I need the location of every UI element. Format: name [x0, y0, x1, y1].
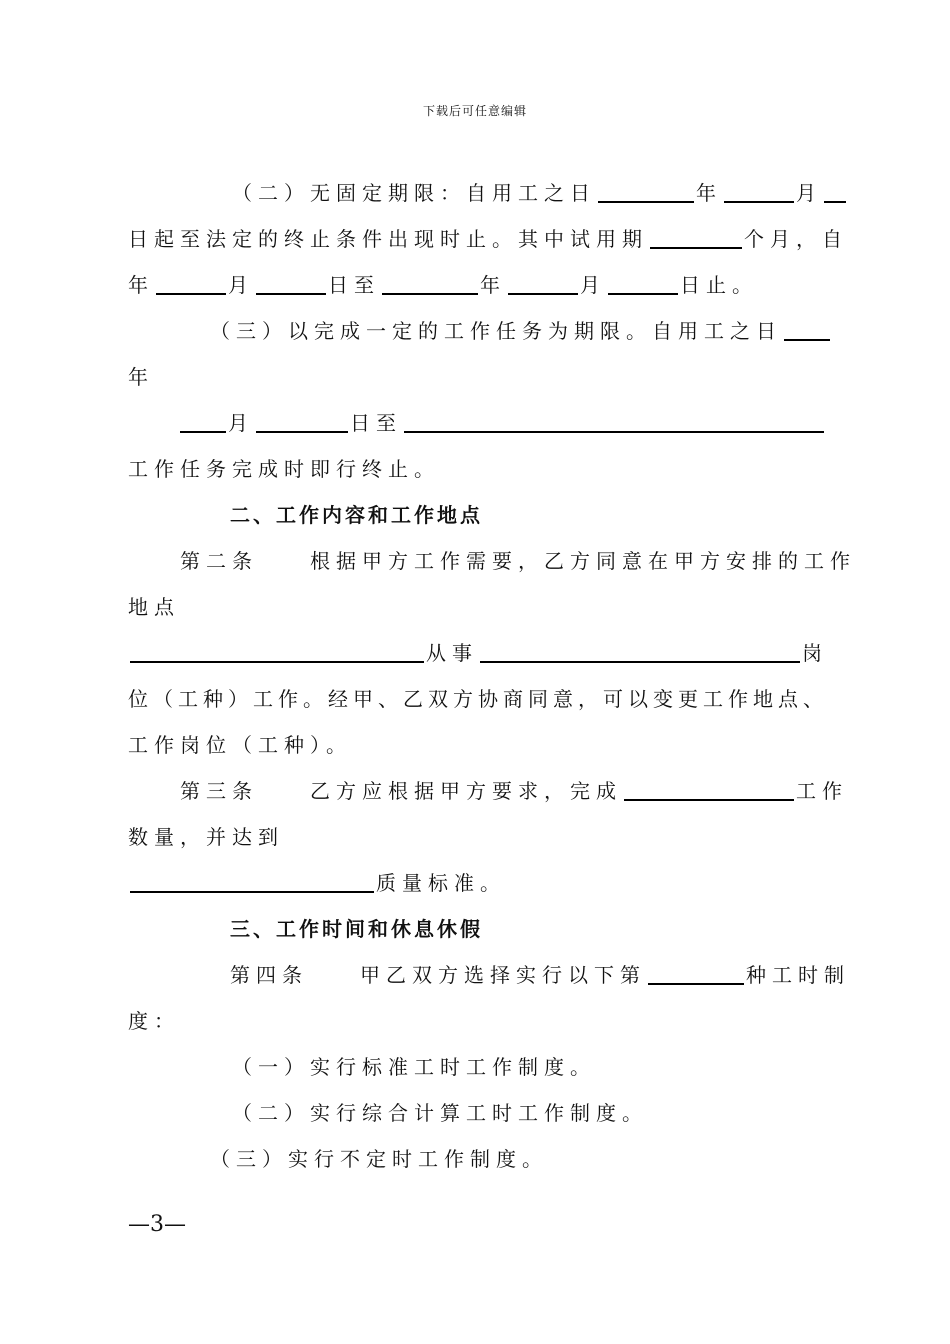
clause-task-term-line-2: 年: [128, 365, 154, 389]
clause-task-term-line-3: [178, 408, 826, 438]
blank-field: [784, 317, 830, 341]
text: 月: [580, 273, 606, 297]
text: 月: [228, 273, 254, 297]
text: 月: [796, 181, 822, 205]
text: 日至: [328, 273, 380, 297]
text: 个月，自: [744, 227, 848, 251]
article-4-option-2: （二）实行综合计算工时工作制度。: [232, 1101, 648, 1125]
blank-field: [130, 869, 374, 893]
clause-fixed-term-line-1: [232, 178, 848, 208]
blank-field: [256, 409, 348, 433]
text: 月: [228, 411, 254, 435]
text: 质量标准。: [376, 871, 506, 895]
article-4-option-3: （三）实行不定时工作制度。: [210, 1147, 548, 1171]
text: 种工时制: [746, 963, 850, 987]
blank-field: [156, 271, 226, 295]
text: （三）以完成一定的工作任务为期限。自用工之日: [210, 319, 782, 343]
clause-task-term-line-1: [210, 316, 832, 346]
blank-field: [480, 639, 800, 663]
blank-field: [130, 639, 424, 663]
article-4-option-1: （一）实行标准工时工作制度。: [232, 1055, 596, 1079]
blank-field: [598, 179, 694, 203]
blank-field: [180, 409, 226, 433]
article-2-line-3: [128, 638, 828, 668]
text: （二）无固定期限：自用工之日: [232, 181, 596, 205]
article-2-line-5: 工作岗位（工种）。: [128, 733, 352, 757]
article-4-line-2: 度：: [128, 1009, 180, 1033]
text: 年: [128, 273, 154, 297]
blank-field: [624, 777, 794, 801]
text: 从事: [426, 641, 478, 665]
clause-fixed-term-line-3: [128, 270, 758, 300]
blank-field: [608, 271, 678, 295]
text: 日止。: [680, 273, 758, 297]
blank-field: [508, 271, 578, 295]
text: 第四条 甲乙双方选择实行以下第: [230, 963, 646, 987]
page-header: 下载后可任意编辑: [422, 104, 527, 118]
section-heading-3: 三、工作时间和休息休假: [230, 917, 483, 941]
article-3-line-1: [180, 776, 848, 806]
article-4-line-1: [230, 960, 850, 990]
blank-field: [256, 271, 326, 295]
page-number: —3—: [128, 1212, 186, 1237]
blank-field: [382, 271, 478, 295]
section-heading-2: 二、工作内容和工作地点: [230, 503, 483, 527]
blank-field: [404, 409, 824, 433]
article-3-line-2: 数量，并达到: [128, 825, 284, 849]
blank-field: [650, 225, 742, 249]
blank-field: [824, 179, 846, 203]
text: 工作: [796, 779, 848, 803]
text: 第三条 乙方应根据甲方要求，完成: [180, 779, 622, 803]
text: 岗: [802, 641, 828, 665]
clause-task-term-line-4: 工作任务完成时即行终止。: [128, 457, 440, 481]
text: 日至: [350, 411, 402, 435]
text: 年: [480, 273, 506, 297]
text: 日起至法定的终止条件出现时止。其中试用期: [128, 227, 648, 251]
article-2-line-2: 地点: [128, 595, 180, 619]
text: 年: [696, 181, 722, 205]
article-2-line-4: 位（工种）工作。经甲、乙双方协商同意，可以变更工作地点、: [128, 687, 828, 711]
blank-field: [648, 961, 744, 985]
clause-fixed-term-line-2: [128, 224, 848, 254]
article-2-line-1: 第二条 根据甲方工作需要，乙方同意在甲方安排的工作: [180, 549, 856, 573]
blank-field: [724, 179, 794, 203]
article-3-line-3: [128, 868, 506, 898]
